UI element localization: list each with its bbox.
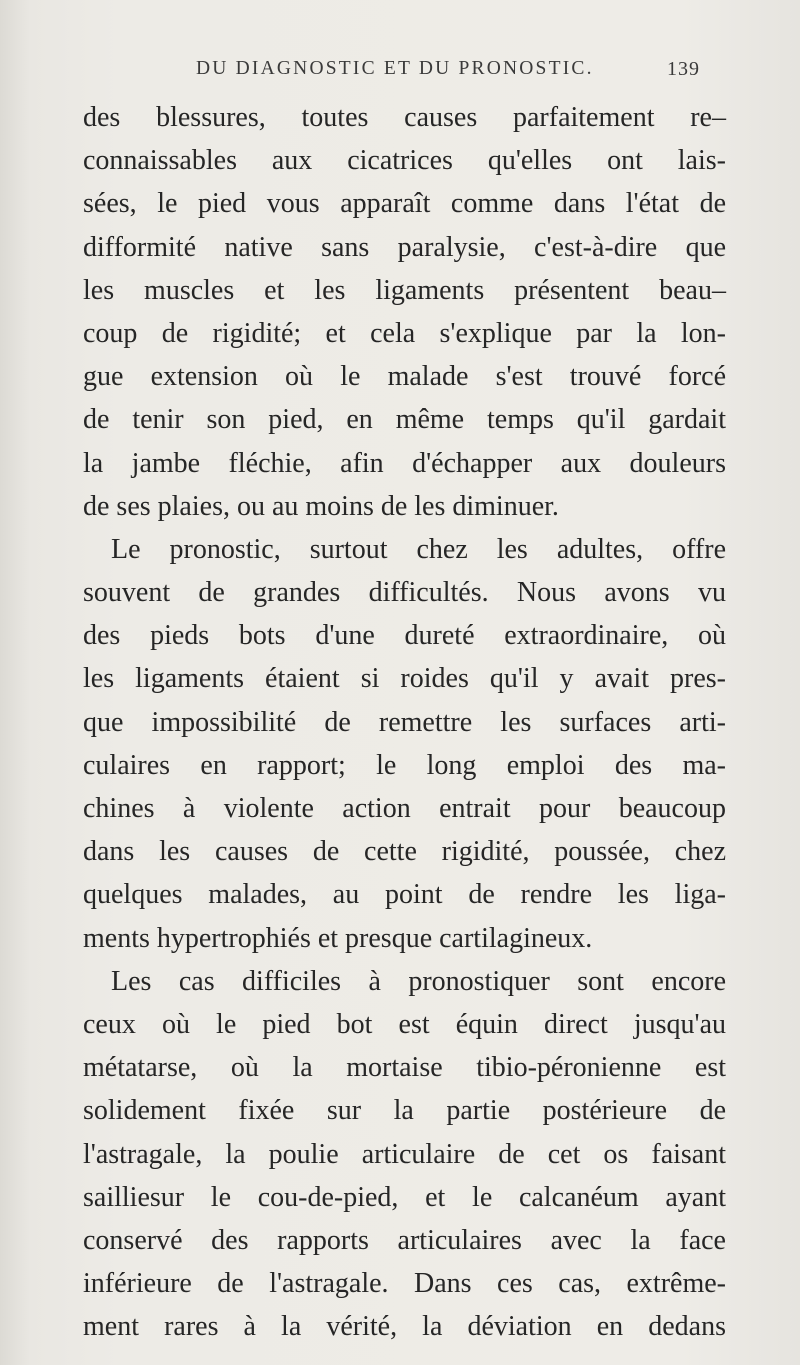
running-head — [0, 58, 800, 88]
text-line: coup de rigidité; et cela s'explique par la lon- — [83, 317, 726, 349]
text-line: les ligaments étaient si roides qu'il y avait pres- — [83, 663, 726, 695]
text-line: inférieure de l'astragale. Dans ces cas, extrême- — [83, 1268, 726, 1300]
text-line: Le pronostic, surtout chez les adultes, offre — [111, 533, 726, 565]
text-line: chines à violente action entrait pour beaucoup — [83, 793, 726, 824]
text-line: souvent de grandes difficultés. Nous avons vu — [83, 577, 726, 609]
text-line: de ses plaies, ou au moins de les diminuer. — [83, 490, 559, 522]
page-number: 139 — [667, 58, 700, 80]
text-line: ment rares à la vérité, la déviation en dedans — [83, 1311, 726, 1343]
text-line: quelques malades, au point de rendre les liga- — [83, 879, 726, 911]
text-line: dans les causes de cette rigidité, poussée, chez — [83, 836, 726, 868]
text-line: des pieds bots d'une dureté extraordinaire, où — [83, 620, 726, 652]
text-line: sailliesur le cou-de-pied, et le calcanéum ayant — [83, 1181, 726, 1213]
text-line: que impossibilité de remettre les surfaces arti- — [83, 706, 726, 738]
text-line: l'astragale, la poulie articulaire de cet os faisant — [83, 1138, 726, 1170]
text-line: ments hypertrophiés et presque cartilagineux. — [83, 922, 593, 954]
body-text — [83, 96, 726, 1348]
text-line: solidement fixée sur la partie postérieure de — [83, 1095, 726, 1127]
running-title: DU DIAGNOSTIC ET DU PRONOSTIC. — [196, 58, 594, 79]
text-line: Les cas difficiles à pronostiquer sont encore — [111, 965, 726, 997]
text-line: la jambe fléchie, afin d'échapper aux douleurs — [83, 447, 726, 479]
text-line: ceux où le pied bot est équin direct jusqu'au — [83, 1008, 726, 1040]
text-line: les muscles et les ligaments présentent beau– — [83, 274, 726, 306]
text-line: de tenir son pied, en même temps qu'il gardait — [83, 404, 726, 436]
text-line: sées, le pied vous apparaît comme dans l'état de — [83, 188, 726, 220]
text-line: conservé des rapports articulaires avec la face — [83, 1224, 726, 1256]
text-line: difformité native sans paralysie, c'est-à-dire que — [83, 231, 726, 263]
text-line: des blessures, toutes causes parfaitement re– — [83, 102, 726, 133]
text-line: connaissables aux cicatrices qu'elles ont lais- — [83, 145, 726, 177]
text-line: gue extension où le malade s'est trouvé forcé — [83, 361, 726, 393]
text-line: culaires en rapport; le long emploi des ma- — [83, 749, 726, 781]
text-line: métatarse, où la mortaise tibio-péronienne est — [83, 1052, 726, 1084]
